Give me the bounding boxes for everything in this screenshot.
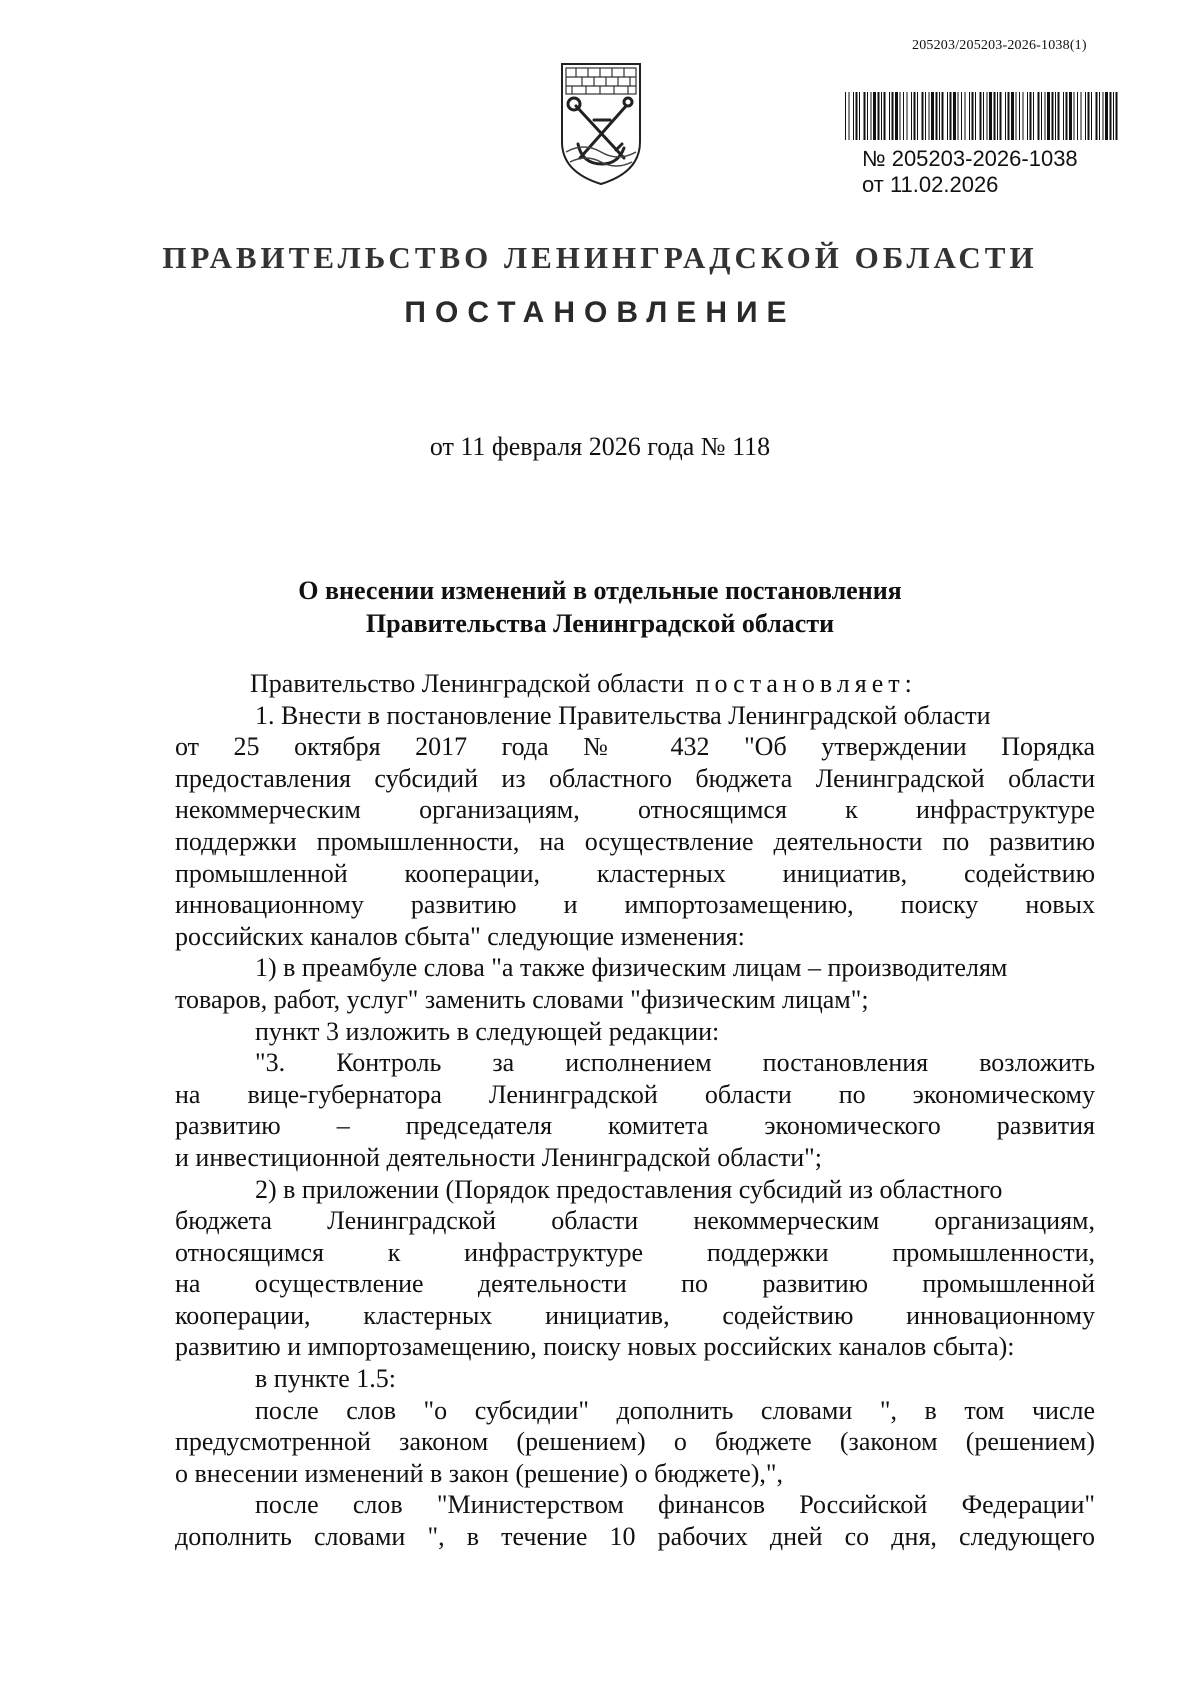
- body-line: предусмотренной законом (решением) о бюджете (законом (решением): [175, 1427, 1095, 1457]
- body-line: от 25 октября 2017 года № 432 "Об утверждении Порядка: [175, 732, 1095, 762]
- decree-date-number: от 11 февраля 2026 года № 118: [429, 432, 771, 461]
- subject-line: О внесении изменений в отдельные постановления: [298, 576, 902, 605]
- government-title: ПРАВИТЕЛЬСТВО ЛЕНИНГРАДСКОЙ ОБЛАСТИ: [162, 240, 1038, 275]
- body-line: [175, 668, 1095, 700]
- barcode-icon: [845, 92, 1120, 140]
- body-line: относящимся к инфраструктуре поддержки промышленности,: [175, 1237, 1095, 1267]
- body-line: "3. Контроль за исполнением постановления возложить: [255, 1048, 1095, 1078]
- document-type-title: ПОСТАНОВЛЕНИЕ: [404, 296, 796, 329]
- body-line: бюджета Ленинградской области некоммерческим организациям,: [175, 1206, 1095, 1236]
- body-line: в пункте 1.5:: [255, 1364, 397, 1394]
- registration-date: от 11.02.2026: [862, 172, 999, 197]
- body-line: 1. Внести в постановление Правительства Ленинградской области: [255, 700, 991, 730]
- preamble-verb: постановляет:: [684, 669, 917, 698]
- body-line: после слов "о субсидии" дополнить словами ", в том числе: [255, 1395, 1095, 1425]
- body-line: предоставления субсидий из областного бюджета Ленинградской области: [175, 763, 1095, 793]
- body-line: 2) в приложении (Порядок предоставления субсидий из областного: [255, 1174, 1003, 1204]
- body-line: на вице-губернатора Ленинградской области по экономическому: [175, 1079, 1095, 1109]
- body-line: некоммерческим организациям, относящимся к инфраструктуре: [175, 795, 1095, 825]
- body-line: развитию и импортозамещению, поиску новых российских каналов сбыта):: [175, 1332, 1015, 1362]
- body-line: товаров, работ, услуг" заменить словами "физическим лицам";: [175, 984, 869, 1014]
- body-line: промышленной кооперации, кластерных инициатив, содействию: [175, 858, 1095, 888]
- body-line: 1) в преамбуле слова "а также физическим лицам – производителям: [255, 953, 1008, 983]
- body-line: российских каналов сбыта" следующие изменения:: [175, 921, 745, 951]
- decree-subject: [60, 574, 1140, 640]
- body-line: развитию – председателя комитета экономического развития: [175, 1111, 1095, 1141]
- document-reference: 205203/205203-2026-1038(1): [912, 38, 1087, 53]
- subject-line: Правительства Ленинградской области: [365, 609, 835, 638]
- body-line: о внесении изменений в закон (решение) о бюджете),",: [175, 1458, 784, 1488]
- body-line: инновационному развитию и импортозамещению, поиску новых: [175, 890, 1095, 920]
- coat-of-arms-icon: [556, 60, 646, 188]
- preamble-text: Правительство Ленинградской области: [250, 669, 685, 698]
- body-line: дополнить словами ", в течение 10 рабочих дней со дня, следующего: [175, 1522, 1095, 1552]
- body-line: пункт 3 изложить в следующей редакции:: [255, 1016, 720, 1046]
- body-line: поддержки промышленности, на осуществление деятельности по развитию: [175, 826, 1095, 856]
- body-line: на осуществление деятельности по развитию промышленной: [175, 1269, 1095, 1299]
- body-line: и инвестиционной деятельности Ленинградской области";: [175, 1142, 822, 1172]
- registration-stamp: [862, 146, 1078, 198]
- decree-body: [175, 668, 1095, 1553]
- body-line: кооперации, кластерных инициатив, содействию инновационному: [175, 1300, 1095, 1330]
- registration-number: № 205203-2026-1038: [862, 146, 1078, 171]
- body-line: после слов "Министерством финансов Российской Федерации": [255, 1490, 1095, 1520]
